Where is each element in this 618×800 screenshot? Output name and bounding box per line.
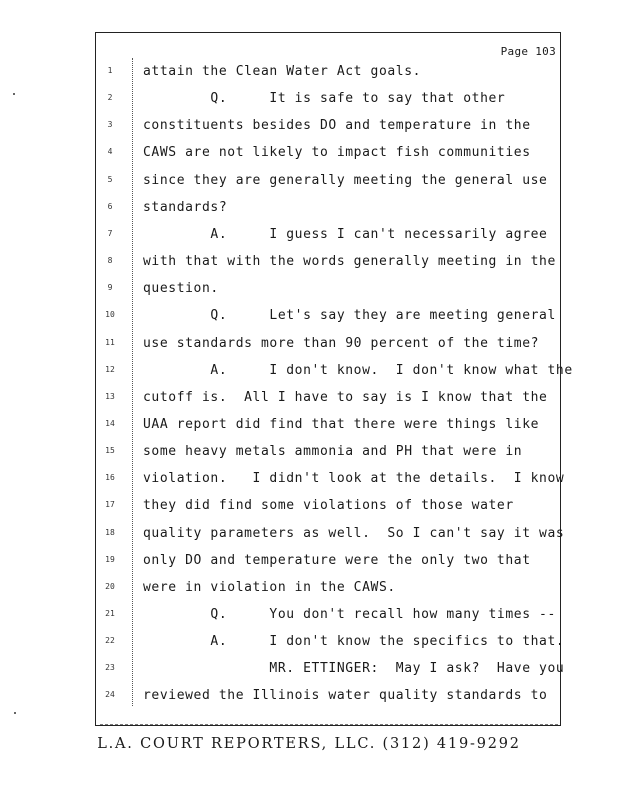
line-number: 20 xyxy=(105,581,115,591)
transcript-line xyxy=(0,688,618,715)
line-number: 12 xyxy=(105,364,115,374)
line-text: were in violation in the CAWS. xyxy=(143,579,396,595)
transcript-line xyxy=(0,363,618,390)
scan-speck xyxy=(14,712,16,714)
line-text: reviewed the Illinois water quality standards to xyxy=(143,688,548,704)
line-text: cutoff is. All I have to say is I know that the xyxy=(143,389,548,405)
line-number: 3 xyxy=(107,120,113,130)
line-text: constituents besides DO and temperature in the xyxy=(143,118,531,134)
line-text: violation. I didn't look at the details. I know xyxy=(143,471,565,487)
line-text: Q. Let's say they are meeting general xyxy=(143,308,556,324)
line-number: 5 xyxy=(107,174,113,184)
footer-rule xyxy=(100,724,558,725)
line-text: quality parameters as well. So I can't say it was xyxy=(143,525,565,541)
court-reporter-footer: L.A. COURT REPORTERS, LLC. (312) 419-9292 xyxy=(97,736,521,752)
line-text: standards? xyxy=(143,199,228,215)
transcript-line xyxy=(0,227,618,254)
line-text: A. I don't know. I don't know what the xyxy=(143,362,573,378)
line-number: 18 xyxy=(105,527,115,537)
line-text: with that with the words generally meeting in the xyxy=(143,254,556,270)
transcript-line xyxy=(0,118,618,145)
line-number: 4 xyxy=(107,147,113,157)
line-text: UAA report did find that there were things like xyxy=(143,416,540,432)
line-number: 11 xyxy=(105,337,115,347)
line-text: Q. You don't recall how many times -- xyxy=(143,607,556,622)
transcript-line xyxy=(0,444,618,471)
line-text: MR. ETTINGER: May I ask? Have you xyxy=(143,661,565,677)
transcript-line xyxy=(0,281,618,308)
transcript-line xyxy=(0,390,618,417)
line-number: 15 xyxy=(105,446,115,456)
transcript-line xyxy=(0,607,618,634)
line-text: A. I guess I can't necessarily agree xyxy=(143,226,548,242)
transcript-line xyxy=(0,417,618,444)
line-text: some heavy metals ammonia and PH that were in xyxy=(143,444,523,460)
line-number: 24 xyxy=(105,690,115,700)
transcript-line xyxy=(0,64,618,91)
transcript-line xyxy=(0,200,618,227)
line-number: 21 xyxy=(105,609,115,618)
line-text: since they are generally meeting the general use xyxy=(143,172,548,188)
line-text: they did find some violations of those water xyxy=(143,498,514,514)
line-number: 23 xyxy=(105,663,115,673)
transcript-line xyxy=(0,145,618,172)
transcript-line xyxy=(0,553,618,580)
line-text: question. xyxy=(143,281,219,297)
line-number: 13 xyxy=(105,391,115,401)
line-number: 6 xyxy=(107,201,113,211)
transcript-line xyxy=(0,498,618,525)
transcript-line xyxy=(0,336,618,363)
line-number: 22 xyxy=(105,636,115,646)
line-text: A. I don't know the specifics to that. xyxy=(143,634,565,650)
transcript-line xyxy=(0,526,618,553)
transcript-line xyxy=(0,580,618,607)
transcript-line xyxy=(0,634,618,661)
line-number: 17 xyxy=(105,500,115,510)
line-number: 10 xyxy=(105,310,115,320)
transcript-line xyxy=(0,308,618,335)
transcript-line xyxy=(0,471,618,498)
line-text: only DO and temperature were the only two that xyxy=(143,552,531,568)
line-number: 1 xyxy=(107,66,113,75)
scan-speck xyxy=(13,93,15,95)
line-text: Q. It is safe to say that other xyxy=(143,91,506,107)
line-number: 9 xyxy=(107,283,113,293)
page-number: Page 103 xyxy=(500,45,556,58)
line-number: 7 xyxy=(107,228,113,238)
line-number: 8 xyxy=(107,256,113,266)
transcript-line xyxy=(0,91,618,118)
transcript-line xyxy=(0,254,618,281)
line-text: use standards more than 90 percent of the time? xyxy=(143,335,540,351)
line-number: 2 xyxy=(107,93,113,103)
transcript-line xyxy=(0,173,618,200)
line-text: attain the Clean Water Act goals. xyxy=(143,64,422,79)
line-number: 16 xyxy=(105,473,115,483)
line-number: 19 xyxy=(105,554,115,564)
line-number: 14 xyxy=(105,418,115,428)
line-text: CAWS are not likely to impact fish communities xyxy=(143,145,531,161)
transcript-line xyxy=(0,661,618,688)
